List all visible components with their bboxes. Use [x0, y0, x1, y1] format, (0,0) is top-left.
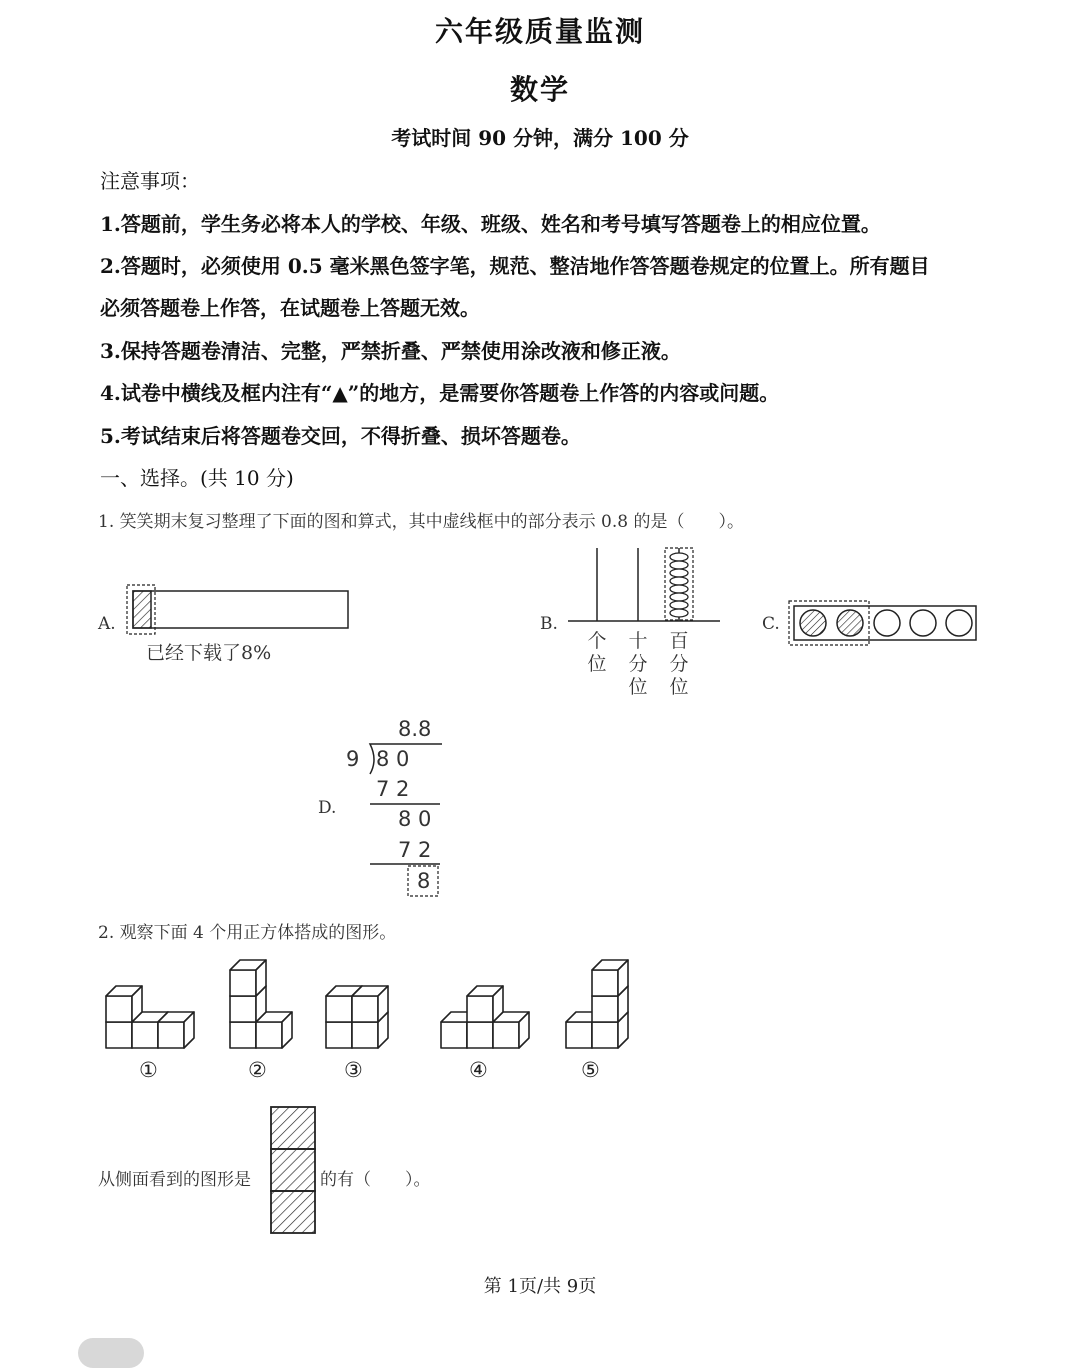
option-b-label: B.: [540, 614, 558, 634]
shaded-circle-2: [837, 610, 863, 636]
division-quotient: 8.8: [398, 717, 432, 741]
figure-label-2: ②: [248, 1058, 267, 1082]
question-2-follow-before: 从侧面看到的图形是: [98, 1170, 251, 1190]
option-a-caption: 已经下载了8%: [146, 642, 272, 664]
division-step-2: 7 2: [398, 838, 432, 862]
notice-item-4: 4.试卷中横线及框内注有“▲”的地方，是需要你答题卷上作答的内容或问题。: [100, 381, 780, 405]
division-remainder-2: 8: [417, 869, 431, 893]
notice-item-2-cont: 必须答题卷上作答，在试题卷上答题无效。: [100, 296, 480, 320]
cube-figure-3: [326, 986, 388, 1048]
side-view-figure: [270, 1106, 318, 1236]
figure-label-4: ④: [469, 1058, 488, 1082]
cube-figure-1: [106, 986, 194, 1048]
question-1-text: 1. 笑笑期末复习整理了下面的图和算式，其中虚线框中的部分表示 0.8 的是（ ）。: [98, 512, 744, 532]
option-a-label: A.: [98, 614, 116, 634]
figure-label-1: ①: [139, 1058, 158, 1082]
bottom-edge-mark: [78, 1338, 144, 1368]
download-bar-fill: [133, 591, 151, 628]
option-d-label: D.: [318, 798, 337, 818]
notice-item-3: 3.保持答题卷清洁、完整，严禁折叠、严禁使用涂改液和修正液。: [100, 339, 681, 363]
division-lines: [360, 740, 460, 900]
exam-info: 考试时间 90 分钟，满分 100 分: [391, 126, 689, 150]
option-c-circles-figure: [784, 598, 984, 650]
place-label-hundredths: 百分位: [669, 630, 689, 698]
notice-heading: 注意事项：: [100, 169, 200, 193]
dashed-box-d: [408, 866, 438, 896]
shaded-circle-1: [800, 610, 826, 636]
notice-item-1: 1.答题前，学生务必将本人的学校、年级、班级、姓名和考号填写答题卷上的相应位置。: [100, 212, 881, 236]
question-2-follow-after: 的有（ ）。: [320, 1170, 431, 1190]
empty-circle-3: [946, 610, 972, 636]
cube-figures: [90, 950, 650, 1060]
division-divisor: 9: [346, 747, 360, 771]
place-label-tenths: 十分位: [628, 630, 648, 698]
empty-circle-1: [874, 610, 900, 636]
division-dividend: 8 0: [376, 747, 410, 771]
empty-circle-2: [910, 610, 936, 636]
question-2-text: 2. 观察下面 4 个用正方体搭成的图形。: [98, 923, 397, 943]
cube-figure-2: [230, 960, 292, 1048]
figure-label-3: ③: [344, 1058, 363, 1082]
division-remainder-1: 8 0: [398, 807, 432, 831]
notice-item-2: 2.答题时，必须使用 0.5 毫米黑色签字笔，规范、整洁地作答答题卷规定的位置上。所有题目: [100, 254, 930, 278]
page-number: 第 1页/共 9页: [483, 1276, 597, 1297]
option-a-progress-bar-figure: [120, 580, 360, 636]
option-c-label: C.: [762, 614, 780, 634]
place-label-ones: 个位: [587, 630, 607, 675]
download-bar: [133, 591, 348, 628]
section-heading: 一、选择。(共 10 分): [100, 466, 294, 490]
division-step-1: 7 2: [376, 777, 410, 801]
cube-figure-5: [566, 960, 628, 1048]
exam-subject: 数学: [509, 73, 570, 106]
cube-figure-4: [441, 986, 529, 1048]
option-b-counter-figure: [560, 540, 730, 630]
exam-title: 六年级质量监测: [434, 15, 645, 48]
notice-item-5: 5.考试结束后将答题卷交回，不得折叠、损坏答题卷。: [100, 424, 581, 448]
figure-label-5: ⑤: [581, 1058, 600, 1082]
counter-beads: [670, 553, 688, 617]
